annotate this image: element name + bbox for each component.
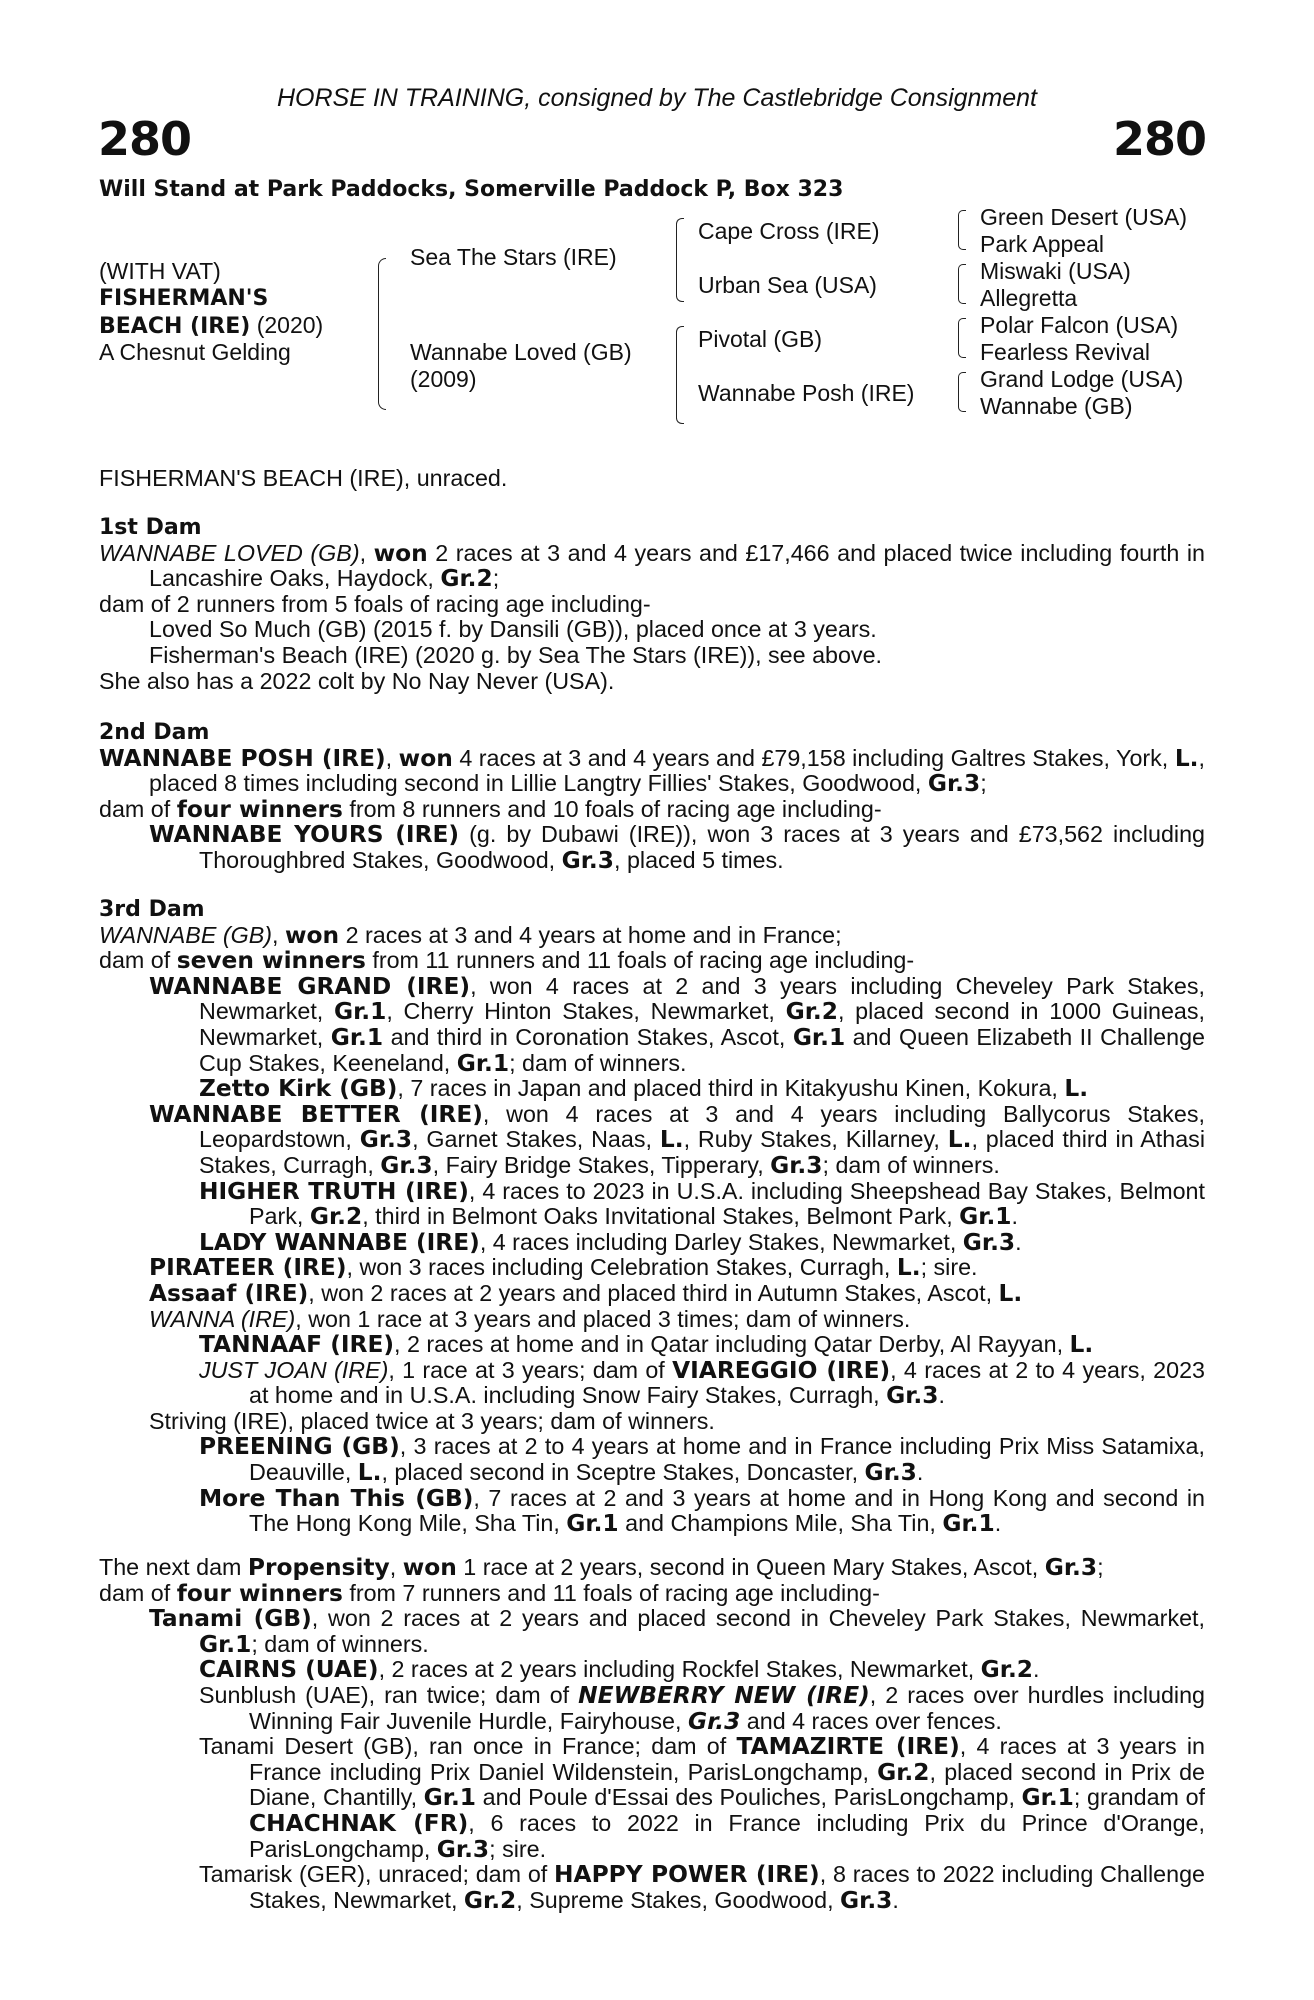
lot-number-left: 280 <box>98 112 192 166</box>
race-record: FISHERMAN'S BEACH (IRE), unraced. <box>99 465 508 491</box>
produce-lady-wannabe: LADY WANNABE (IRE), 4 races including Darley Stakes, Newmarket, Gr.3. <box>199 1228 1022 1256</box>
produce-tamarisk: Tamarisk (GER), unraced; dam of HAPPY POWER (IRE), 8 races to 2022 including Challenge Stakes, Newmarket, Gr.2, Supreme Stakes, Goodwood, Gr.3. <box>199 1861 1205 1914</box>
second-dam-section <box>99 720 1205 874</box>
sire-dam: Urban Sea (USA) <box>698 272 877 298</box>
third-dam-section <box>99 897 1205 1537</box>
brace-sire <box>676 218 684 302</box>
sire-sire: Cape Cross (IRE) <box>698 218 880 244</box>
produce-sunblush: Sunblush (UAE), ran twice; dam of NEWBERRY NEW (IRE), 2 races over hurdles including Winning Fair Juvenile Hurdle, Fairyhouse, Gr.3 and 4 races over fences. <box>199 1681 1205 1735</box>
gg-8: Wannabe (GB) <box>980 393 1133 419</box>
gg-6: Fearless Revival <box>980 339 1150 365</box>
dam-sire: Pivotal (GB) <box>698 326 822 352</box>
produce-wannabe-grand: WANNABE GRAND (IRE), won 4 races at 2 and 3 years including Cheveley Park Stakes, Newmarket, Gr.1, Cherry Hinton Stakes, Newmarket, Gr.2, placed second in 1000 Guineas, Newmarket, Gr.1 and third in Coronation Stakes, Ascot, Gr.1 and Queen Elizabeth II Challenge Cup Stakes, Keeneland, Gr.1; dam of winners. <box>149 972 1206 1077</box>
brace-g1 <box>958 210 966 250</box>
produce-tannaaf: TANNAAF (IRE), 2 races at home and in Qatar including Qatar Derby, Al Rayyan, L. <box>199 1331 1094 1359</box>
gg-1: Green Desert (USA) <box>980 204 1188 230</box>
gg-7: Grand Lodge (USA) <box>980 366 1184 392</box>
first-dam-section <box>99 515 1205 694</box>
produce-tanami: Tanami (GB), won 2 races at 2 years and placed second in Cheveley Park Stakes, Newmarket, Gr.1; dam of winners. <box>149 1605 1205 1658</box>
produce-assaaf: Assaaf (IRE), won 2 races at 2 years and placed third in Autumn Stakes, Ascot, L. <box>149 1279 1023 1307</box>
sire: Sea The Stars (IRE) <box>410 244 617 270</box>
first-dam-title: 1st Dam <box>99 515 202 540</box>
horse-description: A Chesnut Gelding <box>99 339 291 365</box>
produce-more-than-this: More Than This (GB), 7 races at 2 and 3 years at home and in Hong Kong and second in The Hong Kong Mile, Sha Tin, Gr.1 and Champions Mile, Sha Tin, Gr.1. <box>199 1484 1205 1538</box>
produce-pirateer: PIRATEER (IRE), won 3 races including Celebration Stakes, Curragh, L.; sire. <box>149 1254 978 1282</box>
first-dam-also: She also has a 2022 colt by No Nay Never (USA). <box>99 667 615 694</box>
produce-preening: PREENING (GB), 3 races at 2 to 4 years at home and in France including Prix Miss Satamixa, Deauville, L., placed second in Sceptre Stakes, Doncaster, Gr.3. <box>199 1433 1205 1487</box>
produce-cairns: CAIRNS (UAE), 2 races at 2 years including Rockfel Stakes, Newmarket, Gr.2. <box>199 1656 1040 1684</box>
first-dam-record: WANNABE LOVED (GB), won 2 races at 3 and 4 years and £17,466 and placed twice including fourth in Lancashire Oaks, Haydock, Gr.2; <box>99 539 1205 593</box>
first-dam-produce-summary: dam of 2 runners from 5 foals of racing age including- <box>99 590 651 617</box>
next-dam-section <box>99 1555 1205 1913</box>
second-dam-produce-summary: dam of four winners from 8 runners and 10 foals of racing age including- <box>99 795 882 823</box>
consignment-line: HORSE IN TRAINING, consigned by The Castlebridge Consignment <box>276 84 1038 112</box>
gg-3: Miswaki (USA) <box>980 258 1131 284</box>
first-dam-produce-1: Loved So Much (GB) (2015 f. by Dansili (GB)), placed once at 3 years. <box>149 616 877 643</box>
first-dam-produce-2: Fisherman's Beach (IRE) (2020 g. by Sea The Stars (IRE)), see above. <box>149 641 883 668</box>
stand-location: Will Stand at Park Paddocks, Somerville Paddock P, Box 323 <box>99 177 844 202</box>
next-dam-record: The next dam Propensity, won 1 race at 2 years, second in Queen Mary Stakes, Ascot, Gr.3; <box>99 1554 1104 1581</box>
lot-number-right: 280 <box>1112 112 1206 166</box>
brace-horse <box>378 258 386 410</box>
gg-5: Polar Falcon (USA) <box>980 312 1179 338</box>
third-dam-title: 3rd Dam <box>99 897 205 922</box>
brace-g4 <box>958 372 966 412</box>
produce-zetto-kirk: Zetto Kirk (GB), 7 races in Japan and placed third in Kitakyushu Kinen, Kokura, L. <box>199 1075 1089 1103</box>
produce-higher-truth: HIGHER TRUTH (IRE), 4 races to 2023 in U.S.A. including Sheepshead Bay Stakes, Belmont Park, Gr.2, third in Belmont Oaks Invitational Stakes, Belmont Park, Gr.1. <box>199 1177 1205 1231</box>
dam: Wannabe Loved (GB) <box>410 339 632 365</box>
second-dam-record: WANNABE POSH (IRE), won 4 races at 3 and 4 years and £79,158 including Galtres Stakes, York, L., placed 8 times including second in Lillie Langtry Fillies' Stakes, Goodwood, Gr.3; <box>99 744 1205 798</box>
brace-dam <box>676 326 684 424</box>
brace-g2 <box>958 264 966 304</box>
brace-g3 <box>958 318 966 358</box>
produce-wannabe-better: WANNABE BETTER (IRE), won 4 races at 3 and 4 years including Ballycorus Stakes, Leopardstown, Gr.3, Garnet Stakes, Naas, L., Ruby Stakes, Killarney, L., placed third in Athasi Stakes, Curragh, Gr.3, Fairy Bridge Stakes, Tipperary, Gr.3; dam of winners. <box>149 1100 1206 1179</box>
vat-note: (WITH VAT) <box>99 258 221 284</box>
horse-name-1: FISHERMAN'S <box>99 286 269 311</box>
next-dam-produce-summary: dam of four winners from 7 runners and 11 foals of racing age including- <box>99 1579 880 1607</box>
produce-wanna: WANNA (IRE), won 1 race at 3 years and placed 3 times; dam of winners. <box>149 1305 911 1332</box>
horse-name-2: BEACH (IRE) (2020) <box>99 312 324 339</box>
dam-year: (2009) <box>410 366 477 392</box>
third-dam-produce-summary: dam of seven winners from 11 runners and 11 foals of racing age including- <box>99 947 915 975</box>
third-dam-record: WANNABE (GB), won 2 races at 3 and 4 years at home and in France; <box>99 921 842 949</box>
gg-4: Allegretta <box>980 285 1078 311</box>
produce-just-joan: JUST JOAN (IRE), 1 race at 3 years; dam of VIAREGGIO (IRE), 4 races at 2 to 4 years, 2023 at home and in U.S.A. including Snow Fairy Stakes, Curragh, Gr.3. <box>199 1356 1206 1410</box>
gg-2: Park Appeal <box>980 231 1105 257</box>
produce-striving: Striving (IRE), placed twice at 3 years; dam of winners. <box>149 1407 715 1434</box>
dam-dam: Wannabe Posh (IRE) <box>698 380 915 406</box>
produce-tanami-desert: Tanami Desert (GB), ran once in France; dam of TAMAZIRTE (IRE), 4 races at 3 years in France including Prix Daniel Wildenstein, ParisLongchamp, Gr.2, placed second in Prix de Diane, Chantilly, Gr.1 and Poule d'Essai des Pouliches, ParisLongchamp, Gr.1; grandam of CHACHNAK (FR), 6 races to 2022 in France including Prix du Prince d'Orange, ParisLongchamp, Gr.3; sire. <box>199 1733 1205 1863</box>
second-dam-produce-1: WANNABE YOURS (IRE) (g. by Dubawi (IRE)), won 3 races at 3 years and £73,562 including Thoroughbred Stakes, Goodwood, Gr.3, placed 5 times. <box>149 821 1205 874</box>
second-dam-title: 2nd Dam <box>99 720 210 745</box>
